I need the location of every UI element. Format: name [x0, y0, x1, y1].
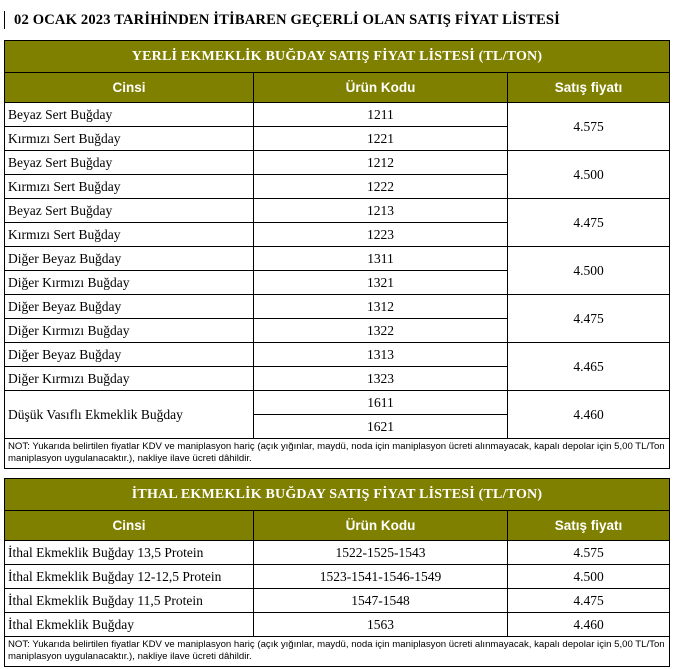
col-header-type: Cinsi [5, 73, 254, 103]
col-header-code: Ürün Kodu [254, 73, 508, 103]
table-row [5, 295, 670, 319]
sale-price: 4.475 [508, 589, 670, 613]
product-code: 1221 [254, 127, 508, 151]
table-row [5, 541, 670, 565]
wheat-type: Diğer Kırmızı Buğday [5, 319, 254, 343]
wheat-type: Beyaz Sert Buğday [5, 103, 254, 127]
wheat-type: Kırmızı Sert Buğday [5, 127, 254, 151]
table-row [5, 565, 670, 589]
product-code: 1563 [254, 613, 508, 637]
sale-price: 4.475 [508, 199, 670, 247]
wheat-type: İthal Ekmeklik Buğday 12-12,5 Protein [5, 565, 254, 589]
table-row [5, 247, 670, 271]
sale-price: 4.460 [508, 391, 670, 439]
title-margin-bar [4, 11, 5, 29]
product-code: 1311 [254, 247, 508, 271]
imported-price-table [4, 478, 670, 667]
product-code: 1321 [254, 271, 508, 295]
wheat-type: Düşük Vasıflı Ekmeklik Buğday [5, 391, 254, 439]
product-code: 1211 [254, 103, 508, 127]
product-code: 1223 [254, 223, 508, 247]
product-code: 1213 [254, 199, 508, 223]
wheat-type: İthal Ekmeklik Buğday 11,5 Protein [5, 589, 254, 613]
sale-price: 4.575 [508, 103, 670, 151]
table-row [5, 391, 670, 415]
imported-table-title: İTHAL EKMEKLİK BUĞDAY SATIŞ FİYAT LİSTESİ (TL/TON) [5, 479, 670, 511]
table-row [5, 103, 670, 127]
sale-price: 4.500 [508, 565, 670, 589]
wheat-type: Diğer Beyaz Buğday [5, 295, 254, 319]
wheat-type: İthal Ekmeklik Buğday 13,5 Protein [5, 541, 254, 565]
col-header-price: Satış fiyatı [508, 73, 670, 103]
wheat-type: Diğer Beyaz Buğday [5, 247, 254, 271]
table-row [5, 199, 670, 223]
table-row [5, 613, 670, 637]
table-row [5, 589, 670, 613]
imported-footnote: NOT: Yukarıda belirtilen fiyatlar KDV ve maniplasyon hariç (açık yığınlar, maydü, noda için maniplasyon ücreti alınmayacak, kapalı depolar için 5,00 TL/Ton maniplasyon uygulanacaktır.), nakliye ilave ücreti dâhildir. [5, 637, 670, 667]
product-code: 1322 [254, 319, 508, 343]
page-title-text: 02 OCAK 2023 TARİHİNDEN İTİBAREN GEÇERLİ OLAN SATIŞ FİYAT LİSTESİ [14, 11, 560, 28]
col-header-type: Cinsi [5, 511, 254, 541]
wheat-type: Beyaz Sert Buğday [5, 199, 254, 223]
page-title [0, 0, 673, 40]
wheat-type: Diğer Beyaz Buğday [5, 343, 254, 367]
table-row [5, 151, 670, 175]
sale-price: 4.575 [508, 541, 670, 565]
col-header-code: Ürün Kodu [254, 511, 508, 541]
table-row [5, 343, 670, 367]
col-header-price: Satış fiyatı [508, 511, 670, 541]
sale-price: 4.460 [508, 613, 670, 637]
domestic-price-table [4, 40, 670, 469]
sale-price: 4.500 [508, 247, 670, 295]
product-code: 1547-1548 [254, 589, 508, 613]
sale-price: 4.475 [508, 295, 670, 343]
product-code: 1523-1541-1546-1549 [254, 565, 508, 589]
wheat-type: İthal Ekmeklik Buğday [5, 613, 254, 637]
sale-price: 4.500 [508, 151, 670, 199]
sale-price: 4.465 [508, 343, 670, 391]
product-code: 1522-1525-1543 [254, 541, 508, 565]
product-code: 1323 [254, 367, 508, 391]
wheat-type: Diğer Kırmızı Buğday [5, 367, 254, 391]
domestic-table-title: YERLİ EKMEKLİK BUĞDAY SATIŞ FİYAT LİSTESİ (TL/TON) [5, 41, 670, 73]
product-code: 1621 [254, 415, 508, 439]
product-code: 1611 [254, 391, 508, 415]
wheat-type: Kırmızı Sert Buğday [5, 175, 254, 199]
product-code: 1313 [254, 343, 508, 367]
wheat-type: Diğer Kırmızı Buğday [5, 271, 254, 295]
product-code: 1222 [254, 175, 508, 199]
wheat-type: Beyaz Sert Buğday [5, 151, 254, 175]
wheat-type: Kırmızı Sert Buğday [5, 223, 254, 247]
product-code: 1212 [254, 151, 508, 175]
product-code: 1312 [254, 295, 508, 319]
domestic-footnote: NOT: Yukarıda belirtilen fiyatlar KDV ve maniplasyon hariç (açık yığınlar, maydü, noda için maniplasyon ücreti alınmayacak, kapalı depolar için 5,00 TL/Ton maniplasyon uygulanacaktır.), nakliye ilave ücreti dâhildir. [5, 439, 670, 469]
